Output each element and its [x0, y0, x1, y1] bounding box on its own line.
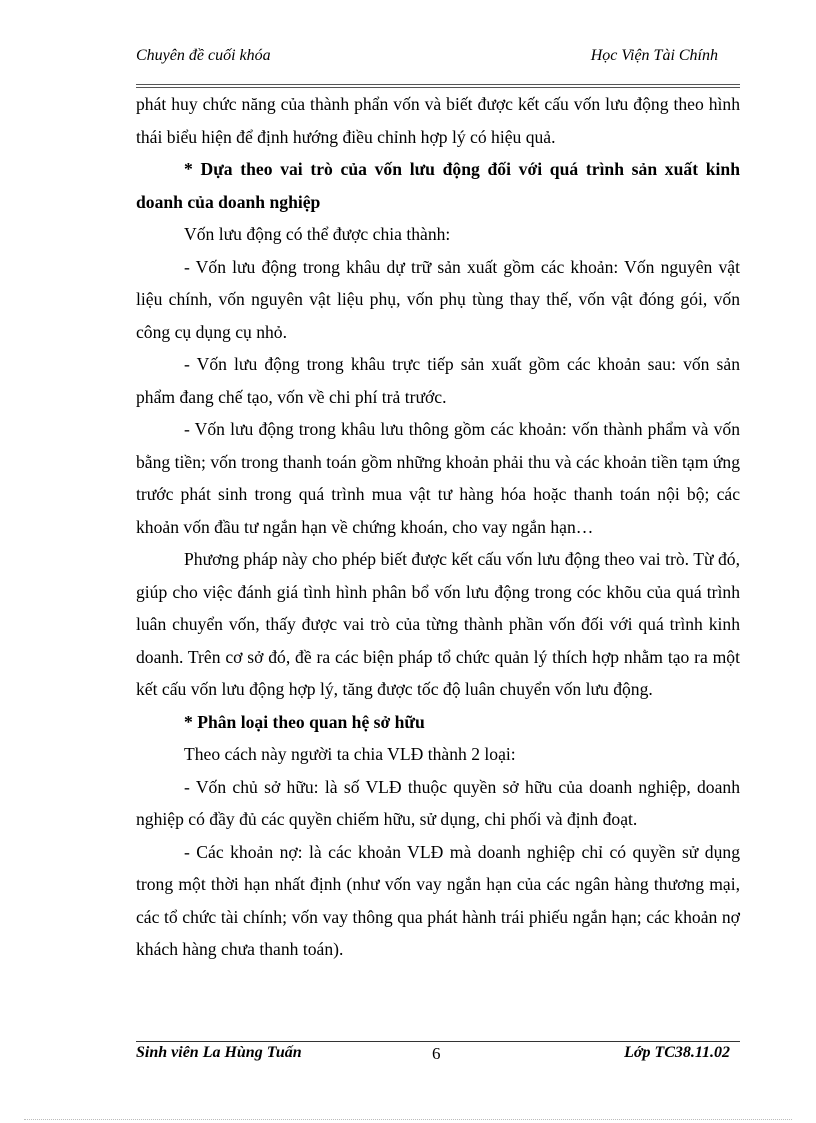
paragraph-intro: Vốn lưu động có thể được chia thành: [184, 224, 451, 244]
page-footer [136, 1044, 740, 1068]
paragraph-liabilities: - Các khoản nợ: là các khoản VLĐ mà doanh nghiệp chỉ có quyền sử dụng trong một thời hạn nhất định (như vốn vay ngắn hạn của các ngân hàng thương mại, các tổ chức tài chính; vốn vay thông qua phát hành trái phiếu ngắn hạn; các khoản nợ khách hàng chưa thanh toán). [136, 841, 740, 959]
section-heading-ownership: * Phân loại theo quan hệ sở hữu [184, 711, 425, 732]
page-edge-divider [24, 1119, 792, 1120]
page-header [136, 47, 740, 73]
document-body [136, 88, 740, 966]
header-institution: Học Viện Tài Chính [590, 47, 718, 64]
footer-class: Lớp TC38.11.02 [624, 1044, 730, 1061]
paragraph-reserve-stage: - Vốn lưu động trong khâu dự trữ sản xuất gồm các khoản: Vốn nguyên vật liệu chính, vốn nguyên vật liệu phụ, vốn phụ tùng thay thế, vốn vật đóng gói, vốn công cụ dụng cụ nhỏ. [136, 256, 740, 342]
paragraph-production-stage: - Vốn lưu động trong khâu trực tiếp sản xuất gồm các khoản sau: vốn sản phẩm đang chế tạo, vốn về chi phí trả trước. [136, 354, 740, 407]
footer-student: Sinh viên La Hùng Tuấn [136, 1044, 302, 1061]
paragraph-method-summary: Phương pháp này cho phép biết được kết cấu vốn lưu động theo vai trò. Từ đó, giúp cho việc đánh giá tình hình phân bổ vốn lưu động trong cóc khõu của quá trình luân chuyển vốn, thấy được vai trò của từng thành phần vốn đối với quá trình kinh doanh. Trên cơ sở đó, đề ra các biện pháp tổ chức quản lý thích hợp nhằm tạo ra một kết cấu vốn lưu động hợp lý, tăng được tốc độ luân chuyển vốn lưu động. [136, 549, 740, 699]
paragraph-ownership-intro: Theo cách này người ta chia VLĐ thành 2 loại: [184, 744, 516, 764]
paragraph-equity: - Vốn chủ sở hữu: là số VLĐ thuộc quyền sở hữu của doanh nghiệp, doanh nghiệp có đầy đủ các quyền chiếm hữu, sử dụng, chi phối và định đoạt. [136, 776, 740, 829]
paragraph-circulation-stage: - Vốn lưu động trong khâu lưu thông gồm các khoản: vốn thành phẩm và vốn bằng tiền; vốn trong thanh toán gồm những khoản phải thu và các khoản tiền tạm ứng trước phát sinh trong quá trình mua vật tư hàng hóa hoặc thanh toán nội bộ; các khoản vốn đầu tư ngắn hạn về chứng khoán, cho vay ngắn hạn… [136, 419, 740, 537]
footer-divider [136, 1041, 740, 1042]
paragraph-continuation: phát huy chức năng của thành phẩn vốn và biết được kết cấu vốn lưu động theo hình thái biểu hiện để định hướng điều chỉnh hợp lý có hiệu quả. [136, 94, 740, 147]
section-heading-role: * Dựa theo vai trò của vốn lưu động đối với quá trình sản xuất kinh doanh của doanh nghiệp [136, 159, 740, 212]
header-title: Chuyên đề cuối khóa [136, 47, 271, 64]
page-number: 6 [432, 1044, 441, 1063]
